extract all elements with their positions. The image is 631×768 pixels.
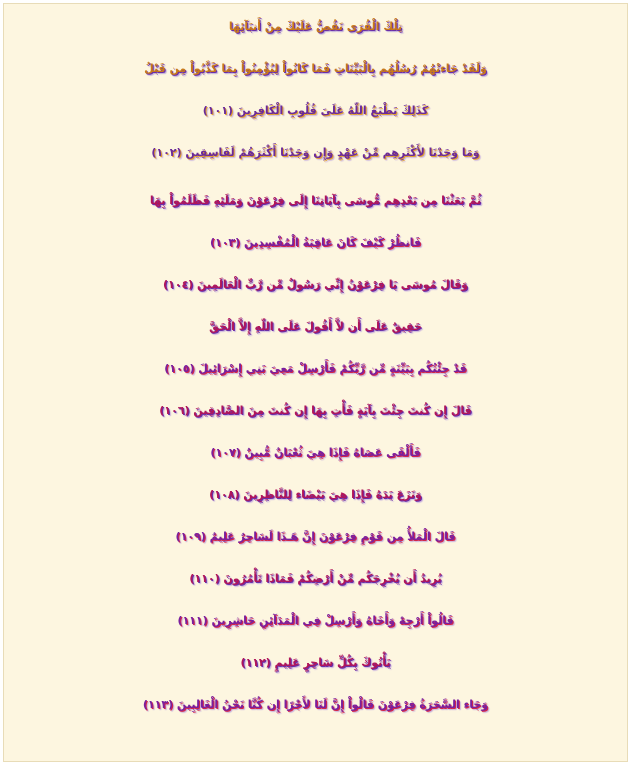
verse-line: وَلَقَدْ جَاءتْهُمْ رُسُلُهُم بِالْبَيِّنَاتِ فَمَا كَانُواْ لِيُؤْمِنُواْ بِمَا كَذَّبُواْ مِن قَبْلُ (144, 62, 487, 75)
verse-line: حَقِيقٌ عَلَى أَن لاَّ أَقُولَ عَلَى اللّهِ إِلاَّ الْحَقَّ (209, 320, 422, 333)
verse-line: تِلْكَ الْقُرَى نَقُصُّ عَلَيْكَ مِنْ أَنبَآئِهَا (228, 20, 403, 33)
verse-line: يَأْتُوكَ بِكُلِّ سَاحِرٍ عَلِيمٍ (١١٢) (240, 656, 391, 669)
verse-line: كَذَلِكَ يَطْبَعُ اللّهُ عَلَىَ قُلُوبِ الْكَافِرِينَ (١٠١) (202, 104, 429, 117)
verse-line: وَمَا وَجَدْنَا لأَكْثَرِهِم مِّنْ عَهْدٍ وَإِن وَجَدْنَا أَكْثَرَهُمْ لَفَاسِقِينَ (١٠٢) (151, 146, 480, 159)
verse-line: قَالَ إِن كُنتَ جِئْتَ بِآيَةٍ فَأْتِ بِهَا إِن كُنتَ مِنَ الصَّادِقِينَ (١٠٦) (159, 404, 472, 417)
verse-line: وَجَاء السَّحَرَةُ فِرْعَوْنَ قَالْواْ إِنَّ لَنَا لأَجْرًا إِن كُنَّا نَحْنُ الْغَالِبِينَ (١١٣) (142, 698, 489, 711)
verse-line: ثُمَّ بَعَثْنَا مِن بَعْدِهِم مُّوسَى بِآيَاتِنَا إِلَى فِرْعَوْنَ وَمَلَئِهِ فَظَلَمُواْ بِهَا (149, 194, 482, 207)
verse-line: وَنَزَعَ يَدَهُ فَإِذَا هِيَ بَيْضَاء لِلنَّاظِرِينَ (١٠٨) (209, 488, 422, 501)
verse-line: وَقَالَ مُوسَى يَا فِرْعَوْنُ إِنِّي رَسُولٌ مِّن رَّبِّ الْعَالَمِينَ (١٠٤) (162, 278, 468, 291)
verse-line: قَالُواْ أَرْجِهْ وَأَخَاهُ وَأَرْسِلْ فِي الْمَدَآئِنِ حَاشِرِينَ (١١١) (177, 614, 454, 627)
verse-line: يُرِيدُ أَن يُخْرِجَكُم مِّنْ أَرْضِكُمْ فَمَاذَا تَأْمُرُونَ (١١٠) (189, 572, 442, 585)
verses-page (3, 3, 628, 762)
verses-block (4, 6, 627, 726)
verse-line: فَأَلْقَى عَصَاهُ فَإِذَا هِيَ ثُعْبَانٌ مُّبِينٌ (١٠٧) (210, 446, 421, 459)
verse-line: قَدْ جِئْتُكُم بِبَيِّنَةٍ مِّن رَّبِّكُمْ فَأَرْسِلْ مَعِيَ بَنِي إِسْرَائِيلَ (١٠٥) (164, 362, 467, 375)
verse-line: فَانظُرْ كَيْفَ كَانَ عَاقِبَةُ الْمُفْسِدِينَ (١٠٣) (209, 236, 422, 249)
verse-line: قَالَ الْمَلأُ مِن قَوْمِ فِرْعَوْنَ إِنَّ هَـذَا لَسَاحِرٌ عَلِيمٌ (١٠٩) (175, 530, 456, 543)
